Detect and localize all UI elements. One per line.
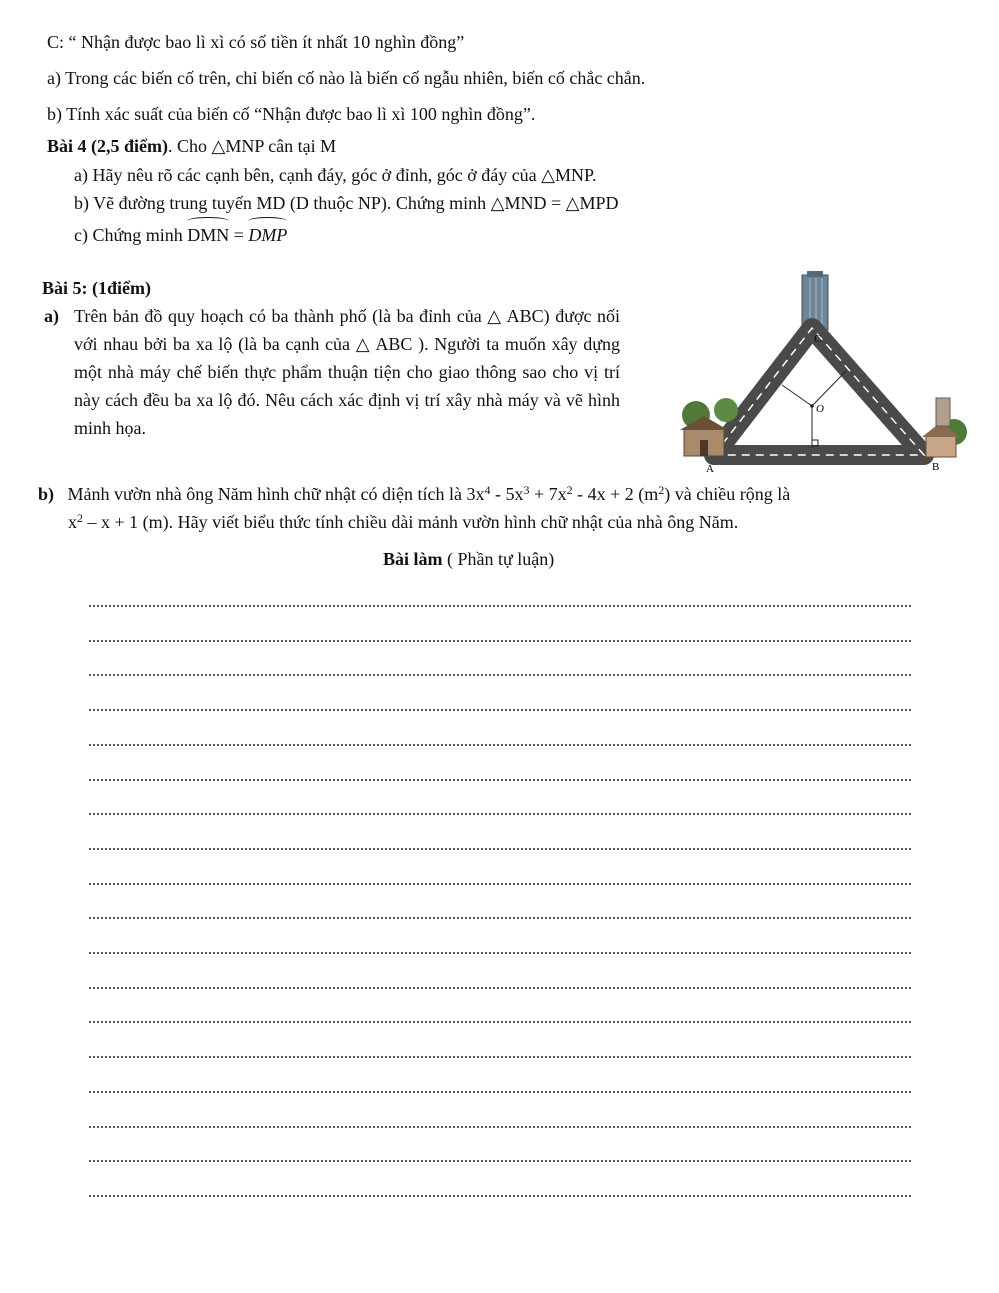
label-o: O [816, 403, 824, 415]
incenter-construction [782, 371, 846, 448]
answer-line [89, 813, 911, 815]
answer-line [89, 744, 911, 746]
answer-line [89, 605, 911, 607]
answer-line [89, 952, 911, 954]
bai5-b-label: b) [38, 484, 55, 504]
house-b-icon [922, 398, 967, 457]
answer-line [89, 1056, 911, 1058]
bai4-item-b: b) Vẽ đường trung tuyến MD (D thuộc NP). Chứng minh △MND = △MPD [74, 193, 619, 213]
bai5-a-text: Trên bản đồ quy hoạch có ba thành phố (là ba đỉnh của △ ABC) được nối với nhau bởi ba xa lộ (là ba cạnh của △ ABC ). Người ta muốn xây dựng một nhà máy chế biến thực phẩm thuận tiện cho giao thông sao cho vị trí này cách đều ba xa lộ đó. Nêu cách xác định vị trí xây nhà máy và vẽ hình minh họa. [74, 306, 620, 438]
answer-line [89, 779, 911, 781]
question-a-line: a) Trong các biến cố trên, chỉ biến cố nào là biến cố ngẫu nhiên, biến cố chắc chắn. [47, 68, 646, 88]
answer-line [89, 1195, 911, 1197]
bai4-intro: . Cho △MNP cân tại M [168, 136, 337, 156]
bai4-item-c [74, 224, 287, 247]
answer-line [89, 987, 911, 989]
angle-dmn: DMN [187, 224, 229, 247]
bai5-title: Bài 5: (1điểm) [42, 278, 151, 298]
answer-heading [383, 548, 554, 571]
bai4-c-eq: = [229, 225, 249, 245]
bai4-title: Bài 4 (2,5 điểm) [47, 136, 168, 156]
bai5-b-line2: $x^2 - x + 1$ (m). Hãy viết biểu thức tính chiều dài mảnh vườn hình chữ nhật của nhà ông Năm. [68, 511, 739, 532]
answer-heading-bold: Bài làm [383, 549, 443, 569]
bai4-item-a: a) Hãy nêu rõ các cạnh bên, cạnh đáy, góc ở đỉnh, góc ở đáy của △MNP. [74, 165, 597, 185]
answer-heading-rest: ( Phần tự luận) [442, 549, 555, 569]
answer-line [89, 709, 911, 711]
highway-roads [714, 328, 924, 455]
answer-line [89, 1091, 911, 1093]
question-b-line: b) Tính xác suất của biến cố “Nhận được bao lì xì 100 nghìn đồng”. [47, 104, 536, 124]
bai5-item-b: b) Mảnh vườn nhà ông Năm hình chữ nhật có diện tích là $3x^4 - 5x^3 + 7x^2 - 4x + 2$ $(m^2)$ và chiều rộng là [38, 483, 791, 504]
answer-line [89, 1021, 911, 1023]
label-c: C [814, 333, 822, 345]
angle-dmp: DMP [248, 224, 287, 247]
answer-line [89, 848, 911, 850]
part-c-line: C: “ Nhận được bao lì xì có số tiền ít nhất 10 nghìn đồng” [47, 32, 465, 52]
highway-triangle-illustration [674, 270, 970, 475]
answer-line [89, 883, 911, 885]
label-b: B [932, 461, 940, 473]
answer-line [89, 640, 911, 642]
answer-line [89, 1126, 911, 1128]
bai5-a-label: a) [44, 306, 59, 326]
bai4-heading [47, 135, 336, 158]
label-a: A [706, 463, 714, 475]
answer-line [89, 1160, 911, 1162]
answer-line [89, 674, 911, 676]
answer-line [89, 917, 911, 919]
bai4-c-prefix: c) Chứng minh [74, 225, 188, 245]
